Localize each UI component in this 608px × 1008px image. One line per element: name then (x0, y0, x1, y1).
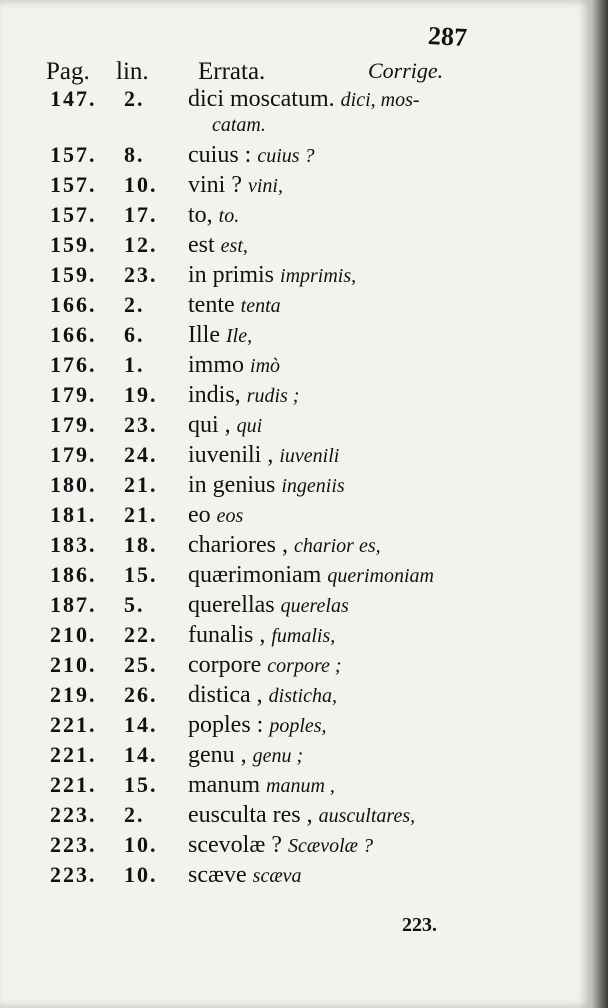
row-page: 179. (50, 442, 97, 467)
row-corrige: cuius ? (257, 145, 315, 167)
errata-row (0, 232, 592, 262)
page-number: 287 (427, 21, 468, 53)
page-edge (592, 0, 608, 1008)
row-errata-cell (188, 622, 335, 649)
row-page: 187. (50, 592, 97, 617)
errata-row (0, 592, 592, 622)
row-corrige: querelas (280, 595, 349, 617)
row-errata-cell (188, 742, 303, 769)
row-line: 12. (124, 232, 158, 257)
row-errata: scevolæ ? (188, 832, 282, 858)
row-line: 23. (124, 412, 158, 437)
errata-row (0, 352, 592, 382)
row-errata: Ille (188, 322, 220, 348)
row-corrige: Ile, (225, 325, 253, 347)
row-line: 26. (124, 682, 158, 707)
row-corrige: poples, (269, 715, 327, 737)
row-line: 22. (124, 622, 158, 647)
row-page: 221. (50, 772, 97, 797)
errata-row (0, 502, 592, 532)
row-line: 8. (124, 142, 145, 167)
row-errata-cell (188, 292, 281, 319)
row-errata-cell (188, 262, 356, 289)
row-page: 157. (50, 202, 97, 227)
row-corrige: corpore ; (267, 655, 342, 677)
row-errata: distica , (188, 682, 263, 708)
header-pag: Pag. (46, 58, 90, 85)
row-errata-cell (188, 502, 243, 529)
row-page: 186. (50, 562, 97, 587)
row-errata: tente (188, 292, 235, 318)
errata-row (0, 802, 592, 832)
header-lin: lin. (116, 58, 149, 85)
row-errata: funalis , (188, 622, 266, 648)
row-errata: querellas (188, 592, 275, 618)
row-line: 21. (124, 472, 158, 497)
row-page: 183. (50, 532, 97, 557)
row-page: 157. (50, 172, 97, 197)
row-line: 2. (124, 802, 145, 827)
row-line: 10. (124, 172, 158, 197)
row-errata: quærimoniam (188, 562, 322, 588)
row-corrige: qui (236, 415, 263, 437)
row-page: 159. (50, 262, 97, 287)
row-page: 221. (50, 742, 97, 767)
row-corrige: ingeniis (281, 475, 345, 497)
row-corrige: imò (250, 355, 281, 377)
errata-row (0, 202, 592, 232)
row-line: 14. (124, 712, 158, 737)
row-errata: immo (188, 352, 245, 378)
row-corrige: tenta (240, 295, 281, 317)
row-errata-cell (188, 652, 342, 679)
row-line: 23. (124, 262, 158, 287)
errata-row (0, 652, 592, 682)
row-errata: dici moscatum. (188, 86, 335, 112)
errata-row (0, 532, 592, 562)
row-errata-cell (188, 86, 420, 113)
errata-row (0, 862, 592, 892)
row-line: 2. (124, 86, 145, 111)
row-page: 159. (50, 232, 97, 257)
row-page: 179. (50, 382, 97, 407)
row-corrige: manum , (266, 775, 335, 797)
row-line: 15. (124, 562, 158, 587)
row-errata-cell (188, 862, 302, 889)
row-page: 180. (50, 472, 97, 497)
row-errata-cell (188, 202, 239, 229)
errata-row (0, 472, 592, 502)
errata-row (0, 262, 592, 292)
row-errata-cell (188, 412, 262, 439)
row-errata-cell (188, 142, 315, 169)
row-corrige: genu ; (252, 745, 304, 767)
row-line: 25. (124, 652, 158, 677)
errata-row (0, 172, 592, 202)
row-page: 176. (50, 352, 97, 377)
row-line: 15. (124, 772, 158, 797)
row-corrige: charior es, (293, 535, 381, 557)
row-errata-cell (188, 682, 337, 709)
row-errata-cell (188, 232, 248, 259)
row-errata-cell (188, 802, 415, 829)
row-errata: to, (188, 202, 213, 228)
row-continuation: catam. (212, 114, 266, 136)
row-errata: genu , (188, 742, 247, 768)
row-line: 2. (124, 292, 145, 317)
row-corrige: disticha, (268, 685, 337, 707)
row-line: 1. (124, 352, 145, 377)
row-errata-cell (188, 772, 335, 799)
row-errata: chariores , (188, 532, 288, 558)
row-errata-cell (188, 562, 434, 589)
row-errata: est (188, 232, 215, 258)
row-line: 6. (124, 322, 145, 347)
row-errata: poples : (188, 712, 264, 738)
row-errata: indis, (188, 382, 241, 408)
row-page: 223. (50, 862, 97, 887)
row-corrige: to. (218, 205, 240, 227)
row-errata: scæve (188, 862, 247, 888)
row-errata-cell (188, 832, 373, 859)
row-page: 221. (50, 712, 97, 737)
row-page: 157. (50, 142, 97, 167)
row-errata: manum (188, 772, 260, 798)
row-corrige: auscultares, (318, 805, 416, 827)
errata-row (0, 682, 592, 712)
errata-row (0, 292, 592, 322)
row-line: 10. (124, 862, 158, 887)
errata-row (0, 412, 592, 442)
row-errata-cell (188, 532, 381, 559)
row-corrige: imprimis, (280, 265, 357, 287)
row-page: 166. (50, 322, 97, 347)
row-page: 210. (50, 652, 97, 677)
row-errata-cell (188, 592, 349, 619)
errata-row (0, 712, 592, 742)
row-line: 5. (124, 592, 145, 617)
errata-row (0, 382, 592, 412)
row-errata-cell (188, 712, 327, 739)
row-corrige: fumalis, (271, 625, 336, 647)
row-errata: in primis (188, 262, 275, 288)
errata-row (0, 832, 592, 862)
errata-row (0, 742, 592, 772)
row-line: 17. (124, 202, 158, 227)
row-page: 223. (50, 802, 97, 827)
errata-row (0, 562, 592, 592)
row-corrige: querimoniam (327, 565, 434, 587)
row-errata-cell (188, 472, 345, 499)
row-corrige: Scævolæ ? (287, 835, 373, 857)
row-errata-cell (188, 322, 252, 349)
header-corrige: Corrige. (368, 58, 444, 83)
row-page: 210. (50, 622, 97, 647)
row-errata: in genius (188, 472, 276, 498)
errata-row (0, 142, 592, 172)
errata-row (0, 772, 592, 802)
row-line: 24. (124, 442, 158, 467)
errata-row (0, 442, 592, 472)
row-errata: qui , (188, 412, 231, 438)
row-errata: corpore (188, 652, 262, 678)
row-page: 219. (50, 682, 97, 707)
row-errata: eusculta res , (188, 802, 313, 828)
header-errata: Errata. (198, 58, 266, 85)
row-page: 179. (50, 412, 97, 437)
errata-row (0, 86, 592, 116)
row-corrige: eos (216, 505, 244, 527)
row-corrige: dici, mos- (340, 89, 420, 111)
row-errata: cuius : (188, 142, 252, 168)
row-line: 14. (124, 742, 158, 767)
row-corrige: rudis ; (246, 385, 300, 407)
row-line: 21. (124, 502, 158, 527)
row-errata-cell (188, 172, 283, 199)
row-corrige: iuvenili (279, 445, 340, 467)
row-page: 181. (50, 502, 97, 527)
row-errata-cell (188, 382, 299, 409)
row-errata: vini ? (188, 172, 242, 198)
row-page: 223. (50, 832, 97, 857)
row-errata-cell (188, 352, 280, 379)
row-corrige: vini, (248, 175, 283, 197)
errata-row (0, 322, 592, 352)
row-page: 166. (50, 292, 97, 317)
row-errata: eo (188, 502, 211, 528)
row-errata-cell (188, 442, 339, 469)
row-line: 18. (124, 532, 158, 557)
row-line: 19. (124, 382, 158, 407)
row-line: 10. (124, 832, 158, 857)
catchword: 223. (402, 914, 437, 936)
row-page: 147. (50, 86, 97, 111)
errata-row (0, 622, 592, 652)
row-corrige: est, (220, 235, 248, 257)
row-corrige: scæva (252, 865, 302, 887)
row-errata: iuvenili , (188, 442, 274, 468)
